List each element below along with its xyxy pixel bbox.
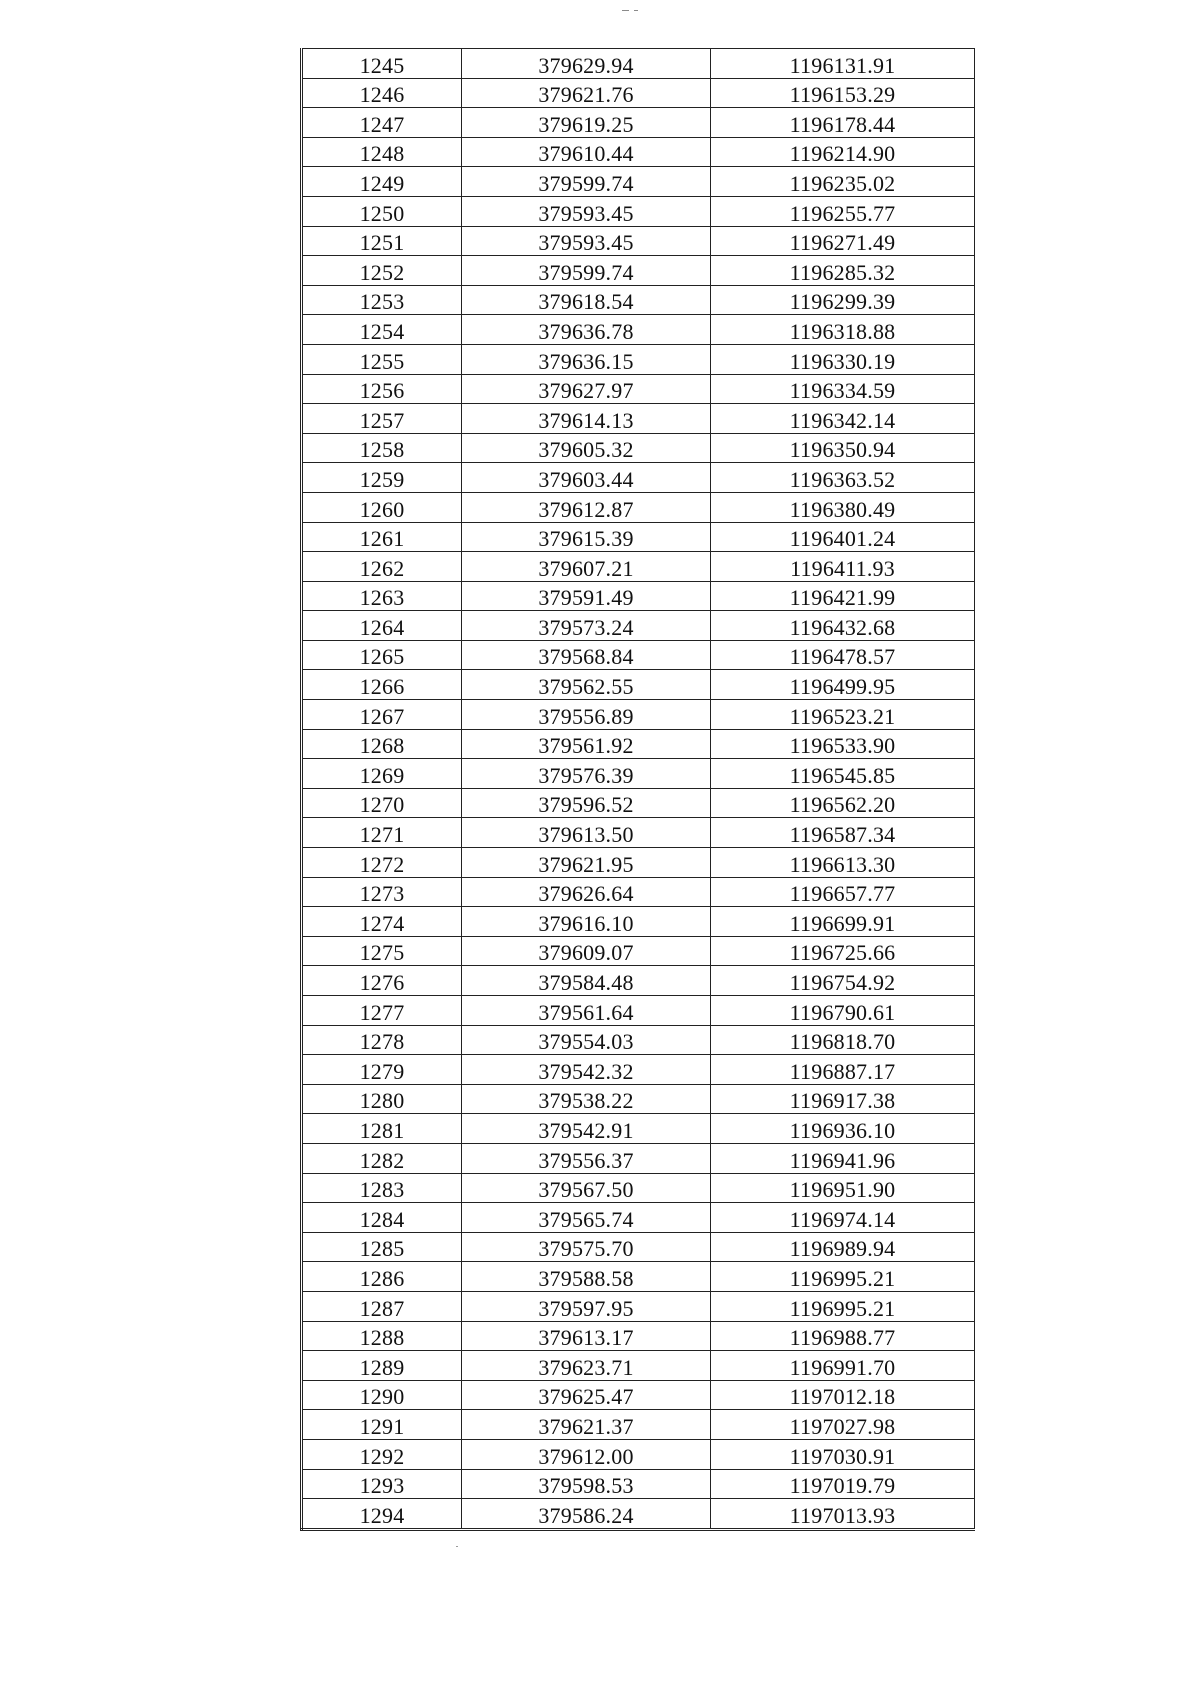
table-row	[302, 1439, 975, 1469]
x-coordinate-cell: 379597.95	[462, 1291, 711, 1321]
table-row	[302, 167, 975, 197]
point-number-cell: 1281	[302, 1114, 462, 1144]
table-row	[302, 78, 975, 108]
y-coordinate-cell: 1196363.52	[711, 463, 975, 493]
x-coordinate-cell: 379542.91	[462, 1114, 711, 1144]
y-coordinate-cell: 1196334.59	[711, 374, 975, 404]
point-number-cell: 1260	[302, 492, 462, 522]
point-number-cell: 1280	[302, 1084, 462, 1114]
y-coordinate-cell: 1196350.94	[711, 433, 975, 463]
y-coordinate-cell: 1196790.61	[711, 996, 975, 1026]
point-number-cell: 1273	[302, 877, 462, 907]
table-row	[302, 137, 975, 167]
table-row	[302, 936, 975, 966]
scan-speck	[456, 1546, 458, 1547]
x-coordinate-cell: 379616.10	[462, 907, 711, 937]
point-number-cell: 1261	[302, 522, 462, 552]
point-number-cell: 1274	[302, 907, 462, 937]
point-number-cell: 1287	[302, 1291, 462, 1321]
table-row	[302, 344, 975, 374]
table-row	[302, 1203, 975, 1233]
point-number-cell: 1264	[302, 611, 462, 641]
y-coordinate-cell: 1196988.77	[711, 1321, 975, 1351]
table-row	[302, 1025, 975, 1055]
point-number-cell: 1252	[302, 256, 462, 286]
y-coordinate-cell: 1196523.21	[711, 700, 975, 730]
table-row	[302, 1143, 975, 1173]
x-coordinate-cell: 379562.55	[462, 670, 711, 700]
point-number-cell: 1245	[302, 49, 462, 79]
page-top-mark	[622, 7, 644, 13]
point-number-cell: 1275	[302, 936, 462, 966]
y-coordinate-cell: 1196951.90	[711, 1173, 975, 1203]
y-coordinate-cell: 1197012.18	[711, 1380, 975, 1410]
x-coordinate-cell: 379612.00	[462, 1439, 711, 1469]
y-coordinate-cell: 1196330.19	[711, 344, 975, 374]
point-number-cell: 1267	[302, 700, 462, 730]
x-coordinate-cell: 379593.45	[462, 226, 711, 256]
point-number-cell: 1283	[302, 1173, 462, 1203]
x-coordinate-cell: 379554.03	[462, 1025, 711, 1055]
x-coordinate-cell: 379593.45	[462, 196, 711, 226]
y-coordinate-cell: 1196235.02	[711, 167, 975, 197]
y-coordinate-cell: 1197013.93	[711, 1499, 975, 1530]
y-coordinate-cell: 1196587.34	[711, 818, 975, 848]
table-row	[302, 1380, 975, 1410]
point-number-cell: 1284	[302, 1203, 462, 1233]
y-coordinate-cell: 1196421.99	[711, 581, 975, 611]
y-coordinate-cell: 1196974.14	[711, 1203, 975, 1233]
table-row	[302, 581, 975, 611]
y-coordinate-cell: 1197019.79	[711, 1469, 975, 1499]
x-coordinate-cell: 379626.64	[462, 877, 711, 907]
x-coordinate-cell: 379607.21	[462, 552, 711, 582]
x-coordinate-cell: 379614.13	[462, 404, 711, 434]
x-coordinate-cell: 379575.70	[462, 1232, 711, 1262]
y-coordinate-cell: 1196613.30	[711, 848, 975, 878]
x-coordinate-cell: 379625.47	[462, 1380, 711, 1410]
x-coordinate-cell: 379576.39	[462, 759, 711, 789]
coordinate-table-body	[302, 49, 975, 1530]
table-row	[302, 907, 975, 937]
table-row	[302, 729, 975, 759]
table-row	[302, 552, 975, 582]
y-coordinate-cell: 1197027.98	[711, 1410, 975, 1440]
table-row	[302, 49, 975, 79]
y-coordinate-cell: 1196285.32	[711, 256, 975, 286]
point-number-cell: 1282	[302, 1143, 462, 1173]
y-coordinate-cell: 1196131.91	[711, 49, 975, 79]
point-number-cell: 1276	[302, 966, 462, 996]
point-number-cell: 1285	[302, 1232, 462, 1262]
point-number-cell: 1247	[302, 108, 462, 138]
x-coordinate-cell: 379556.37	[462, 1143, 711, 1173]
x-coordinate-cell: 379603.44	[462, 463, 711, 493]
x-coordinate-cell: 379599.74	[462, 256, 711, 286]
point-number-cell: 1259	[302, 463, 462, 493]
point-number-cell: 1294	[302, 1499, 462, 1530]
y-coordinate-cell: 1196995.21	[711, 1291, 975, 1321]
x-coordinate-cell: 379636.78	[462, 315, 711, 345]
y-coordinate-cell: 1196562.20	[711, 788, 975, 818]
point-number-cell: 1251	[302, 226, 462, 256]
y-coordinate-cell: 1196941.96	[711, 1143, 975, 1173]
table-row	[302, 1114, 975, 1144]
x-coordinate-cell: 379584.48	[462, 966, 711, 996]
table-row	[302, 256, 975, 286]
table-row	[302, 818, 975, 848]
x-coordinate-cell: 379561.92	[462, 729, 711, 759]
y-coordinate-cell: 1196499.95	[711, 670, 975, 700]
table-row	[302, 1499, 975, 1530]
table-row	[302, 404, 975, 434]
table-row	[302, 433, 975, 463]
table-row	[302, 877, 975, 907]
point-number-cell: 1291	[302, 1410, 462, 1440]
x-coordinate-cell: 379561.64	[462, 996, 711, 1026]
point-number-cell: 1258	[302, 433, 462, 463]
x-coordinate-cell: 379621.76	[462, 78, 711, 108]
table-row	[302, 640, 975, 670]
point-number-cell: 1249	[302, 167, 462, 197]
x-coordinate-cell: 379627.97	[462, 374, 711, 404]
point-number-cell: 1270	[302, 788, 462, 818]
y-coordinate-cell: 1196917.38	[711, 1084, 975, 1114]
point-number-cell: 1269	[302, 759, 462, 789]
table-row	[302, 848, 975, 878]
x-coordinate-cell: 379573.24	[462, 611, 711, 641]
y-coordinate-cell: 1196380.49	[711, 492, 975, 522]
point-number-cell: 1293	[302, 1469, 462, 1499]
y-coordinate-cell: 1196401.24	[711, 522, 975, 552]
y-coordinate-cell: 1196178.44	[711, 108, 975, 138]
point-number-cell: 1272	[302, 848, 462, 878]
x-coordinate-cell: 379542.32	[462, 1055, 711, 1085]
point-number-cell: 1278	[302, 1025, 462, 1055]
y-coordinate-cell: 1197030.91	[711, 1439, 975, 1469]
table-row	[302, 1351, 975, 1381]
x-coordinate-cell: 379610.44	[462, 137, 711, 167]
x-coordinate-cell: 379612.87	[462, 492, 711, 522]
table-row	[302, 1232, 975, 1262]
point-number-cell: 1250	[302, 196, 462, 226]
y-coordinate-cell: 1196936.10	[711, 1114, 975, 1144]
table-row	[302, 1262, 975, 1292]
x-coordinate-cell: 379556.89	[462, 700, 711, 730]
y-coordinate-cell: 1196432.68	[711, 611, 975, 641]
x-coordinate-cell: 379591.49	[462, 581, 711, 611]
x-coordinate-cell: 379636.15	[462, 344, 711, 374]
point-number-cell: 1257	[302, 404, 462, 434]
x-coordinate-cell: 379613.17	[462, 1321, 711, 1351]
point-number-cell: 1268	[302, 729, 462, 759]
x-coordinate-cell: 379618.54	[462, 285, 711, 315]
y-coordinate-cell: 1196657.77	[711, 877, 975, 907]
y-coordinate-cell: 1196318.88	[711, 315, 975, 345]
table-row	[302, 1410, 975, 1440]
x-coordinate-cell: 379586.24	[462, 1499, 711, 1530]
x-coordinate-cell: 379598.53	[462, 1469, 711, 1499]
table-row	[302, 996, 975, 1026]
table-row	[302, 1055, 975, 1085]
table-row	[302, 1291, 975, 1321]
point-number-cell: 1265	[302, 640, 462, 670]
y-coordinate-cell: 1196533.90	[711, 729, 975, 759]
y-coordinate-cell: 1196991.70	[711, 1351, 975, 1381]
point-number-cell: 1290	[302, 1380, 462, 1410]
x-coordinate-cell: 379621.95	[462, 848, 711, 878]
point-number-cell: 1263	[302, 581, 462, 611]
table-row	[302, 522, 975, 552]
y-coordinate-cell: 1196545.85	[711, 759, 975, 789]
point-number-cell: 1288	[302, 1321, 462, 1351]
table-row	[302, 1173, 975, 1203]
y-coordinate-cell: 1196153.29	[711, 78, 975, 108]
point-number-cell: 1292	[302, 1439, 462, 1469]
coordinate-table	[300, 48, 975, 1531]
y-coordinate-cell: 1196255.77	[711, 196, 975, 226]
y-coordinate-cell: 1196989.94	[711, 1232, 975, 1262]
y-coordinate-cell: 1196342.14	[711, 404, 975, 434]
y-coordinate-cell: 1196271.49	[711, 226, 975, 256]
x-coordinate-cell: 379619.25	[462, 108, 711, 138]
table-row	[302, 759, 975, 789]
table-row	[302, 463, 975, 493]
y-coordinate-cell: 1196887.17	[711, 1055, 975, 1085]
table-row	[302, 374, 975, 404]
point-number-cell: 1246	[302, 78, 462, 108]
y-coordinate-cell: 1196299.39	[711, 285, 975, 315]
x-coordinate-cell: 379629.94	[462, 49, 711, 79]
point-number-cell: 1262	[302, 552, 462, 582]
x-coordinate-cell: 379615.39	[462, 522, 711, 552]
y-coordinate-cell: 1196725.66	[711, 936, 975, 966]
x-coordinate-cell: 379538.22	[462, 1084, 711, 1114]
point-number-cell: 1277	[302, 996, 462, 1026]
y-coordinate-cell: 1196214.90	[711, 137, 975, 167]
point-number-cell: 1248	[302, 137, 462, 167]
table-row	[302, 196, 975, 226]
x-coordinate-cell: 379623.71	[462, 1351, 711, 1381]
x-coordinate-cell: 379621.37	[462, 1410, 711, 1440]
point-number-cell: 1254	[302, 315, 462, 345]
table-row	[302, 108, 975, 138]
x-coordinate-cell: 379565.74	[462, 1203, 711, 1233]
y-coordinate-cell: 1196478.57	[711, 640, 975, 670]
x-coordinate-cell: 379605.32	[462, 433, 711, 463]
table-row	[302, 966, 975, 996]
table-row	[302, 1084, 975, 1114]
table-row	[302, 1469, 975, 1499]
point-number-cell: 1279	[302, 1055, 462, 1085]
point-number-cell: 1256	[302, 374, 462, 404]
point-number-cell: 1289	[302, 1351, 462, 1381]
y-coordinate-cell: 1196818.70	[711, 1025, 975, 1055]
table-row	[302, 670, 975, 700]
point-number-cell: 1286	[302, 1262, 462, 1292]
x-coordinate-cell: 379568.84	[462, 640, 711, 670]
y-coordinate-cell: 1196699.91	[711, 907, 975, 937]
y-coordinate-cell: 1196411.93	[711, 552, 975, 582]
table-row	[302, 492, 975, 522]
x-coordinate-cell: 379596.52	[462, 788, 711, 818]
y-coordinate-cell: 1196995.21	[711, 1262, 975, 1292]
table-row	[302, 285, 975, 315]
x-coordinate-cell: 379613.50	[462, 818, 711, 848]
table-row	[302, 315, 975, 345]
x-coordinate-cell: 379567.50	[462, 1173, 711, 1203]
x-coordinate-cell: 379599.74	[462, 167, 711, 197]
table-row	[302, 611, 975, 641]
point-number-cell: 1271	[302, 818, 462, 848]
table-row	[302, 788, 975, 818]
point-number-cell: 1253	[302, 285, 462, 315]
y-coordinate-cell: 1196754.92	[711, 966, 975, 996]
table-row	[302, 700, 975, 730]
point-number-cell: 1255	[302, 344, 462, 374]
table-row	[302, 226, 975, 256]
x-coordinate-cell: 379609.07	[462, 936, 711, 966]
point-number-cell: 1266	[302, 670, 462, 700]
table-row	[302, 1321, 975, 1351]
x-coordinate-cell: 379588.58	[462, 1262, 711, 1292]
